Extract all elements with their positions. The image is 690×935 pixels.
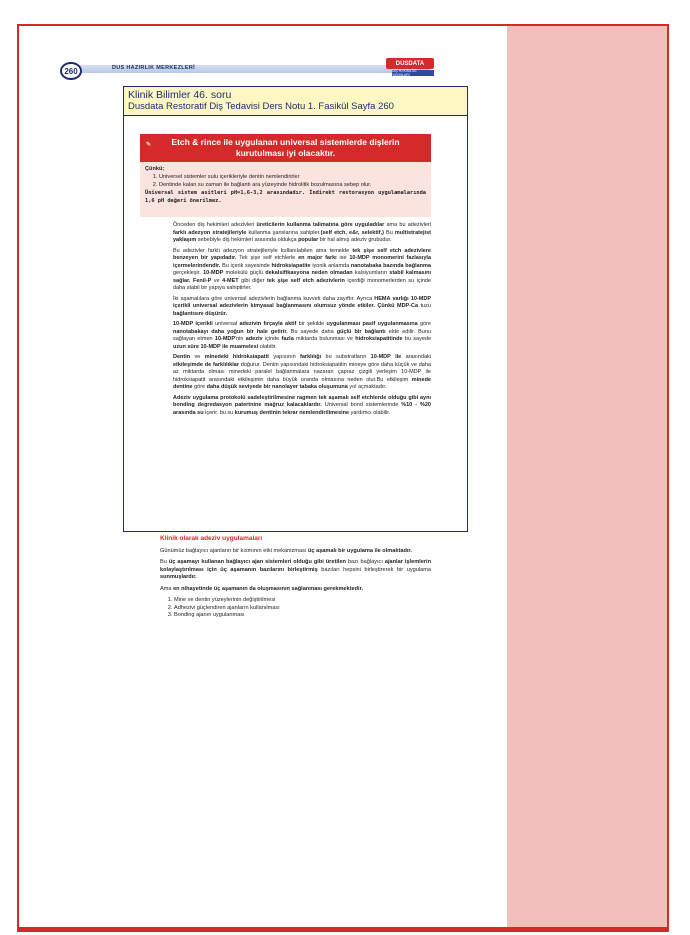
paragraph	[173, 395, 431, 418]
text-run: Ama	[160, 585, 174, 592]
text-run: miktarda bulunması ve	[293, 336, 356, 342]
bold-run: fazla	[281, 336, 294, 342]
bold-run: 10-MDP içerikli	[173, 321, 213, 327]
bold-run: adeziv	[245, 336, 263, 342]
info-heading: Çünkü;	[145, 166, 165, 172]
text-run: olabilir.	[258, 343, 277, 350]
bold-run: minede dentine	[173, 376, 431, 390]
body-text	[173, 222, 431, 420]
bold-run: stabil kalmasını sağlar.	[173, 270, 431, 284]
info-list-item: 1. Universel sistemler sulu içerikleriyle dentin nemlendirirler	[159, 173, 426, 181]
text-run: Bu içerik sayesinde	[220, 262, 272, 269]
text-run: elde edilir. Bunu sağlayan etmen	[173, 328, 431, 342]
bold-run: minedeki hidroksiapatit	[204, 354, 269, 360]
question-title: Klinik Bilimler 46. soru	[128, 89, 232, 101]
bold-run: %10 - %20 arasında su	[173, 402, 431, 416]
info-list-item: 2. Dentinde kalan su zaman ile bağlantı ara yüzeyinde hidrolitik bozulmasına sebep olur.	[159, 181, 426, 189]
text-run: Bu	[383, 229, 395, 236]
bold-run: en nihayetinde üç aşamanın da oluşmasının sağlanması gerekmektedir.	[173, 585, 364, 592]
text-run: içinde	[262, 336, 282, 342]
bold-run: güçlü bir bağlantı	[336, 328, 386, 335]
bold-run: 10-MDP ile	[370, 354, 402, 360]
bold-run: tek şişe self etch adezivlerin	[266, 277, 345, 284]
text-run: bazıları hepsini birleştirerek bir uygulama	[317, 566, 431, 573]
bold-run: nanotabakayı daha yoğun bir hale getirir.	[173, 328, 288, 335]
bold-run: farklı adezyon stratejileriyle	[173, 229, 247, 236]
text-run: kalsiyumların	[352, 270, 390, 276]
text-run: Bu sayede daha	[287, 328, 337, 335]
paragraph	[173, 296, 431, 319]
text-run: 'nin	[235, 336, 246, 342]
publisher-logo	[386, 58, 434, 78]
info-list	[145, 173, 426, 189]
paragraph	[173, 354, 431, 392]
bold-run: uzun süre 10-MDP ile muamelesi	[173, 343, 259, 350]
text-run: yol açmaktadır.	[347, 384, 387, 390]
paragraph	[160, 548, 431, 556]
text-run: bir hal almış adeziv grubudur.	[318, 237, 392, 243]
paragraph	[173, 248, 431, 293]
text-run: tuzu	[418, 303, 431, 309]
paragraph	[160, 559, 431, 582]
bold-run: etkileşimde de farklılıklar	[173, 361, 239, 368]
bold-run: üç aşamayı kullanan bağlayıcı ajan sistemleri olduğu gibi üretilen	[168, 559, 346, 565]
text-run: Günümüz bağlayıcı ajanların bir kısmının etki mekanizması	[160, 547, 308, 554]
logo-text: DUSDATA	[386, 58, 434, 69]
text-run: bir şekilde	[296, 321, 327, 327]
text-run: kullanma şanslarına sahipler.	[246, 229, 321, 236]
question-source: Dusdata Restoratif Diş Tedavisi Ders Notu 1. Fasikül Sayfa 260	[128, 101, 394, 112]
bold-run: tek şişe self etch adezivlere benzeyen bir yapıdadır.	[173, 247, 431, 261]
banner-text: Etch & rince ile uygulanan universal sistemlerde dişlerin kurutulması iyi olacaktır.	[171, 137, 400, 158]
text-run: Tek şişe self etchlerle	[236, 255, 299, 261]
bold-run: nanotabaka bazında bağlanma	[350, 262, 431, 269]
text-run: arasındaki	[401, 354, 431, 360]
text-run: ve	[211, 277, 223, 284]
text-run: Bu	[160, 559, 169, 565]
text-run: gerçekleşir.	[173, 270, 204, 276]
bold-run: 10-MDP monomerini fazlasıyla içermelerindendir.	[173, 255, 432, 269]
bold-run: HEMA varlığı 10-MDP içerikli universal adezivlerin kimyasal bağlanmasını olumsuz yönde etkiler. Çünkü MDP-Ca	[173, 295, 431, 309]
text-run: iyonik anlamda	[310, 262, 351, 269]
bold-run: kurumuş dentinin tekrar nemlendirilimesine	[234, 409, 350, 416]
text-run: ama bu adezivleri	[384, 222, 431, 228]
bold-run: Dentin	[173, 354, 191, 360]
text-run: İki aşamalılara göre universal adezivlerin bağlanma kuvveti daha zayıftır. Ayrıca	[173, 295, 375, 302]
section-title: Klinik olarak adeziv uygulamaları	[160, 535, 263, 542]
bold-run: en major farkı	[298, 255, 337, 261]
text-run: universal	[212, 321, 240, 327]
bold-run: adezivin fırçayla aktif	[239, 321, 297, 327]
header-title: DUS HAZIRLIK MERKEZLERİ	[112, 65, 195, 71]
bold-run: Fenil-P	[192, 277, 212, 284]
bold-run: sunmuşlardır.	[160, 574, 197, 580]
text-run: bazı bağlayıcı	[345, 559, 385, 565]
paragraph	[160, 586, 431, 594]
text-run: içerdiği monomerlerden su içinde daha stabil bir yapıya sahiptirler.	[173, 277, 431, 291]
bold-run: popular	[298, 237, 319, 243]
step-item: 3. Bonding ajanın uygulanması	[174, 612, 431, 620]
text-run: Önceden diş hekimleri adezivleri	[173, 222, 257, 228]
logo-subtext: DİŞ HEKİMLİĞİ YAYINLARI	[392, 70, 434, 76]
question-title-box	[123, 86, 468, 116]
text-run: doğurur. Dentin yapısındaki hidroksiapatitin mineye göre daha küçük ve daha az miktarda olması minedeki paralel bağlanmalara nazaran çapraz çizgili yerleşim 10-MDP ile hidroksiapatit arasındaki etkileşimin daha büyük oranda olmasına neden olur.Bu etkileşim	[173, 361, 431, 383]
steps-list	[160, 597, 431, 620]
bold-run: üç aşamalı bir uygulama ile olmaktadır.	[308, 547, 412, 554]
text-run: yapısının	[268, 354, 301, 360]
step-item: 2. Adhezivi güçlendiren ajanların kullanılması	[174, 605, 431, 613]
text-run: göre	[192, 384, 207, 390]
page-number: 260	[60, 62, 82, 80]
bold-run: 10-MDP	[214, 336, 236, 342]
section-paragraphs	[160, 548, 431, 594]
bold-run: farklılığı	[300, 354, 322, 360]
bold-run: üreticilerin kullanma talimatına göre uyguladılar	[256, 222, 385, 228]
highlight-banner	[140, 134, 431, 162]
pen-icon: ✎	[146, 142, 152, 148]
bold-run: uygulanması pasif uygulanmasına	[326, 321, 418, 327]
text-run: göre	[417, 321, 431, 327]
text-run: ve	[190, 354, 205, 360]
bold-run: hidroksiapatite	[271, 262, 311, 269]
bold-run: (self etch, e&r, selektif,)	[320, 229, 384, 236]
bold-run: Adeziv uygulama protokolü sadeleştirilmesine ragmen tek aşamalı self etchlerde olduğu gibi aynı bonding degredasyon patertnine mağruz kalacaklardır.	[173, 394, 431, 408]
bold-run: daha düşük seviyede bir nanolayer tabaka oluşumuna	[206, 384, 348, 390]
clinical-section	[160, 535, 431, 620]
bold-run: bağlantısını düşürür.	[173, 310, 228, 317]
bold-run: ajanlar işlemlerin kolaylaştırılması için üç aşamanın bazılarını birleştirmiş	[160, 559, 431, 573]
paragraph	[173, 222, 431, 245]
text-run: yardımcı olabilir.	[349, 409, 391, 416]
text-run: molekülü güçlü	[223, 270, 266, 276]
info-box	[140, 162, 431, 217]
bold-run: multistratejist yaklaşım	[173, 229, 431, 243]
bottom-bar	[17, 927, 669, 932]
bold-run: 10-MDP	[203, 270, 224, 276]
bold-run: hidroksiapatitinde	[355, 336, 403, 342]
text-run: sebebiyle diş hekimleri arasında oldukça	[196, 237, 299, 243]
text-run: bu substratların	[321, 354, 371, 360]
text-run: Universal bond sistemlerinde	[321, 402, 402, 408]
bold-run: dekalsifikasyona neden olmadan	[265, 270, 353, 276]
bold-run: 4-MET	[222, 277, 239, 284]
paragraph	[173, 321, 431, 351]
text-run: içerir. bu su	[203, 409, 235, 416]
step-item: 1. Mine ve dentin yüzeylerinin değiştirilmesi	[174, 597, 431, 605]
text-run: gibi diğer	[238, 277, 267, 284]
side-panel	[507, 26, 667, 929]
text-run: Bu adezivler farklı adezyon stratejileriyle kullanılabilen ama temelde	[173, 247, 353, 254]
info-note: Üniversal sistem asitleri pH=1,6-3,2 arasındadır. İndirekt restorasyon uygulamalarında 1,6 pH değeri önerilmez.	[145, 190, 426, 204]
text-run: ise	[336, 255, 350, 261]
text-run: bu sayede	[402, 336, 432, 342]
